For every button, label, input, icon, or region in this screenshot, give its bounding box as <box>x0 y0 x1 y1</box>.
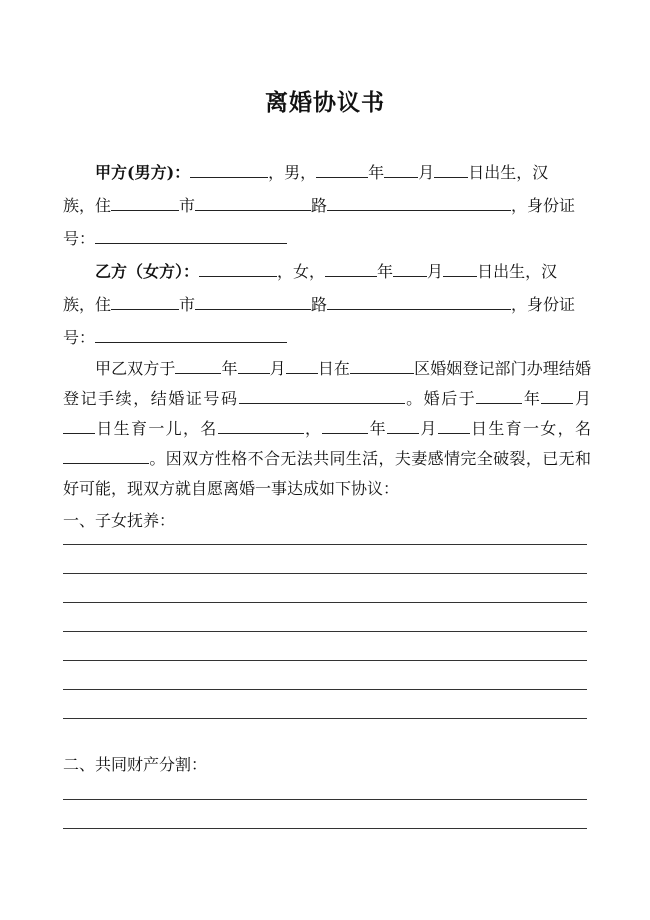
party-a-city-blank <box>111 194 179 211</box>
party-a-city-label: 市 <box>179 196 196 215</box>
party-b-address-line <box>63 288 591 321</box>
marriage-day-blank <box>286 357 318 374</box>
marriage-year-label: 年 <box>221 359 238 378</box>
writing-line <box>63 603 587 632</box>
daughter-day-blank <box>438 417 470 434</box>
party-b-city-label: 市 <box>179 295 196 314</box>
writing-line <box>63 516 587 545</box>
party-b-road-blank <box>195 293 311 310</box>
son-day-blank <box>63 417 95 434</box>
daughter-name-blank <box>63 447 149 464</box>
writing-line <box>63 800 587 829</box>
writing-line <box>63 632 587 661</box>
party-b-day-blank <box>443 260 477 277</box>
party-b-year-label: 年 <box>377 262 394 281</box>
party-a-id-number-label: 号： <box>63 229 96 248</box>
marriage-month-label: 月 <box>269 359 286 378</box>
marriage-intro: 甲乙双方于 <box>95 359 176 378</box>
marriage-year-blank <box>175 357 221 374</box>
party-b-year-blank <box>325 260 377 277</box>
daughter-birth-text: 日生育一女，名 <box>469 419 591 438</box>
daughter-year-label: 年 <box>368 419 387 438</box>
party-b-month-label: 月 <box>427 262 444 281</box>
marriage-month-blank <box>238 357 270 374</box>
party-a-year-blank <box>316 161 368 178</box>
party-b-id-number-label: 号： <box>63 328 96 347</box>
son-year-label: 年 <box>522 389 542 408</box>
writing-line <box>63 661 587 690</box>
party-b-id-label: ，身份证 <box>511 295 576 314</box>
son-month-blank <box>541 387 573 404</box>
party-a-name-blank <box>190 161 268 178</box>
party-a-id-blank <box>95 227 287 244</box>
document-title: 离婚协议书 <box>265 89 385 116</box>
son-year-blank <box>476 387 522 404</box>
party-b-paragraph <box>63 255 591 288</box>
party-a-day-blank <box>434 161 468 178</box>
section2-writing-lines <box>63 771 587 829</box>
party-a-id-line <box>63 222 591 255</box>
party-b-name-blank <box>199 260 277 277</box>
writing-line <box>63 545 587 574</box>
party-a-address-line <box>63 189 591 222</box>
daughter-month-label: 月 <box>418 419 438 438</box>
party-b-road-label: 路 <box>311 295 328 314</box>
son-name-blank <box>218 417 304 434</box>
section2-heading: 二、共同财产分割： <box>63 755 208 774</box>
party-a-address-blank <box>327 194 511 211</box>
daughter-year-blank <box>322 417 368 434</box>
party-a-gender: ，男， <box>268 163 317 182</box>
party-b-id-blank <box>95 326 287 343</box>
comma-separator: ， <box>303 419 323 438</box>
agreement-intro-text: 。因双方性格不合无法共同生活，夫妻感情完全破裂，已无和好可能，现双方就自愿离婚一事达成如下协议： <box>63 449 591 498</box>
party-b-gender: ，女， <box>277 262 326 281</box>
section1-heading: 一、子女抚养： <box>63 511 176 530</box>
marriage-at-label: 日在 <box>317 359 351 378</box>
marriage-district-blank <box>350 357 414 374</box>
party-a-id-label: ，身份证 <box>511 196 576 215</box>
party-a-born-label: 日出生，汉 <box>468 163 549 182</box>
party-a-paragraph <box>63 156 591 189</box>
son-month-label: 月 <box>573 389 591 408</box>
party-b-city-blank <box>111 293 179 310</box>
writing-line <box>63 574 587 603</box>
party-b-residence-label: 族，住 <box>63 295 112 314</box>
writing-line <box>63 690 587 719</box>
party-b-month-blank <box>393 260 427 277</box>
party-a-residence-label: 族，住 <box>63 196 112 215</box>
marriage-paragraph <box>63 354 591 504</box>
daughter-month-blank <box>387 417 419 434</box>
party-a-month-label: 月 <box>418 163 435 182</box>
section1-writing-lines <box>63 516 587 719</box>
after-marriage-text: 。婚后于 <box>404 389 477 408</box>
party-a-road-label: 路 <box>311 196 328 215</box>
party-a-road-blank <box>195 194 311 211</box>
son-birth-text: 日生育一儿，名 <box>95 419 218 438</box>
party-a-label: 甲方(男方)： <box>95 163 191 182</box>
party-b-label: 乙方（女方）： <box>95 262 200 281</box>
party-a-month-blank <box>384 161 418 178</box>
agreement-body <box>63 156 591 537</box>
party-b-address-blank <box>327 293 511 310</box>
certificate-number-blank <box>239 387 405 404</box>
writing-line <box>63 771 587 800</box>
party-a-year-label: 年 <box>368 163 385 182</box>
party-b-id-line <box>63 321 591 354</box>
marriage-registration-text: 区婚姻登记部门办理结婚登记手续，结婚证号码 <box>63 359 591 408</box>
party-b-born-label: 日出生，汉 <box>477 262 558 281</box>
